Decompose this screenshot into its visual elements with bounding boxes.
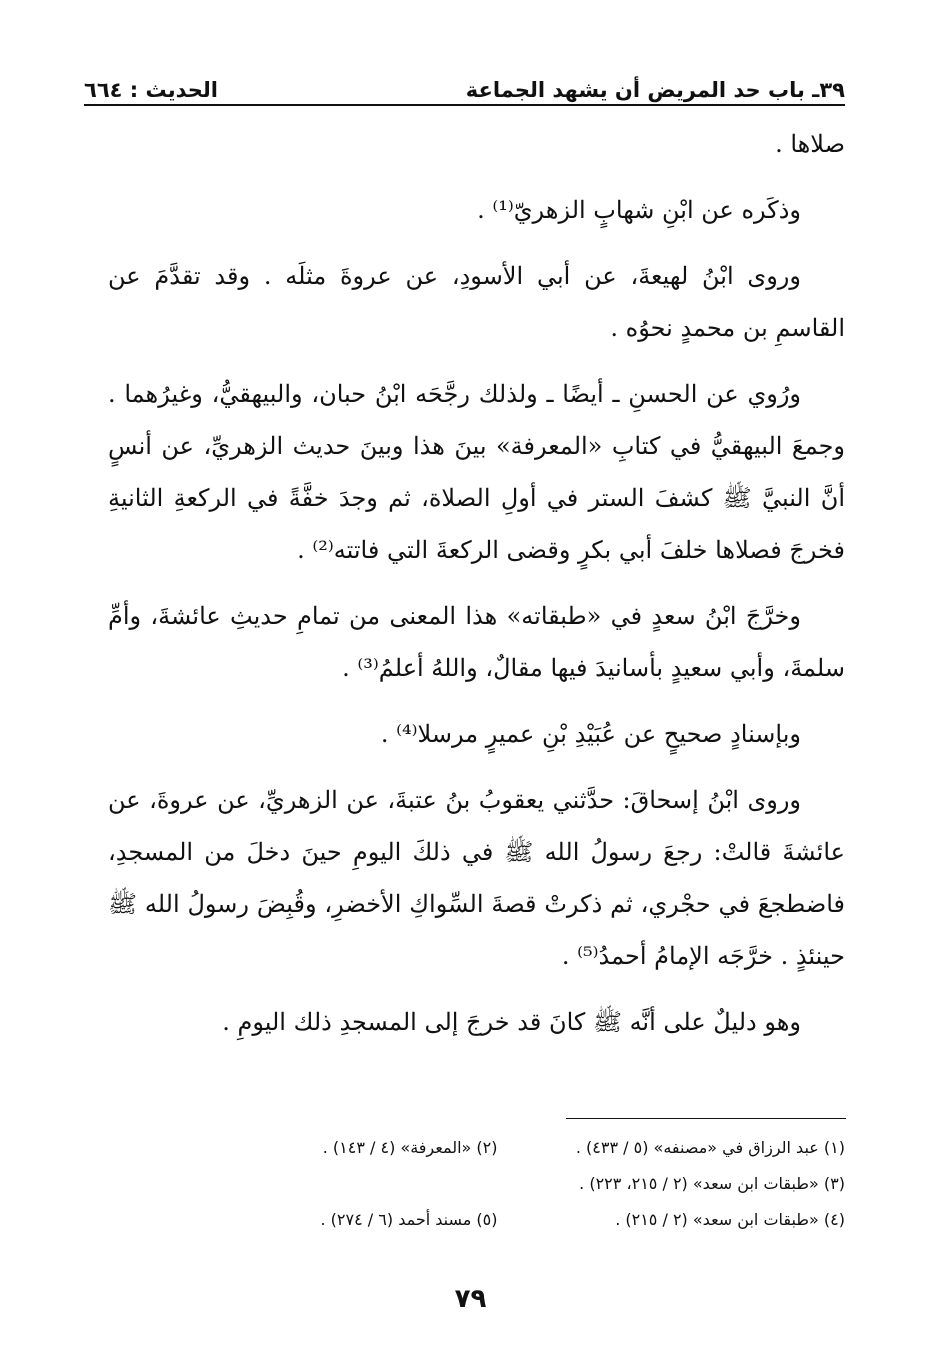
- footnote-divider: [566, 1118, 846, 1119]
- footnote-row: [150, 1130, 845, 1166]
- main-text: [108, 118, 845, 1062]
- footnote-3: (٣) «طبقات ابن سعد» (٢ / ٢١٥، ٢٢٣) .: [579, 1174, 845, 1193]
- paragraph-1: صلاها .: [775, 130, 845, 158]
- paragraph-5: وخرَّجَ ابْنُ سعدٍ في «طبقاته» هذا المعنى من تمامِ حديثِ عائشةَ، وأمِّ سلمةَ، وأبي سعيدٍ بأسانيدَ فيها مقالٌ، واللهُ أعلمُ⁽³⁾ .: [108, 602, 845, 682]
- footnote-row: [150, 1202, 845, 1238]
- paragraph-4: ورُوي عن الحسنِ ـ أيضًا ـ ولذلك رجَّحَه ابْنُ حبان، والبيهقيُّ، وغيرُهما . وجمعَ البيهقيُّ في كتابِ «المعرفة» بينَ هذا وبينَ حديث الزهريِّ، عن أنسٍ أنَّ النبيَّ ﷺ كشفَ الستر في أولِ الصلاة، ثم وجدَ خفَّةً في الركعةِ الثانيةِ فخرجَ فصلاها خلفَ أبي بكرٍ وقضى الركعةَ التي فاتته⁽²⁾ .: [108, 380, 845, 564]
- header-divider: [84, 104, 845, 106]
- hadith-number: الحديث : ٦٦٤: [84, 78, 218, 102]
- paragraph-7: وروى ابْنُ إسحاقَ: حدَّثني يعقوبُ بنُ عتبةَ، عن الزهريِّ، عن عروةَ، عن عائشةَ قالتْ: رجعَ رسولُ الله ﷺ في ذلكَ اليومِ حينَ دخلَ من المسجدِ، فاضطجعَ في حجْري، ثم ذكرتْ قصةَ السِّواكِ الأخضرِ، وقُبِضَ رسولُ الله ﷺ حينئذٍ . خرَّجَه الإمامُ أحمدُ⁽⁵⁾ .: [108, 786, 845, 970]
- footnote-row: [150, 1166, 845, 1202]
- paragraph-6: وبإسنادٍ صحيحٍ عن عُبَيْدِ بْنِ عميرٍ مرسلا⁽⁴⁾ .: [380, 720, 801, 748]
- footnote-5: (٥) مسند أحمد (٦ / ٢٧٤) .: [320, 1210, 498, 1229]
- page-number: ٧٩: [454, 1284, 487, 1314]
- paragraph-2: وذكَره عن ابْنِ شهابٍ الزهريّ⁽¹⁾ .: [477, 196, 801, 224]
- paragraph-3: وروى ابْنُ لهيعةَ، عن أبي الأسودِ، عن عروةَ مثلَه . وقد تقدَّمَ عن القاسمِ بن محمدٍ نحوُه .: [108, 262, 845, 342]
- footnote-1: (١) عبد الرزاق في «مصنفه» (٥ / ٤٣٣) .: [575, 1138, 845, 1157]
- footnote-2: (٢) «المعرفة» (٤ / ١٤٣) .: [322, 1138, 498, 1157]
- chapter-title: ٣٩ـ باب حد المريض أن يشهد الجماعة: [465, 78, 845, 102]
- footnote-4: (٤) «طبقات ابن سعد» (٢ / ٢١٥) .: [615, 1210, 845, 1229]
- running-header: [84, 68, 845, 102]
- footnotes: [150, 1130, 845, 1238]
- paragraph-8: وهو دليلٌ على أنَّه ﷺ كانَ قد خرجَ إلى المسجدِ ذلك اليومِ .: [222, 1008, 801, 1036]
